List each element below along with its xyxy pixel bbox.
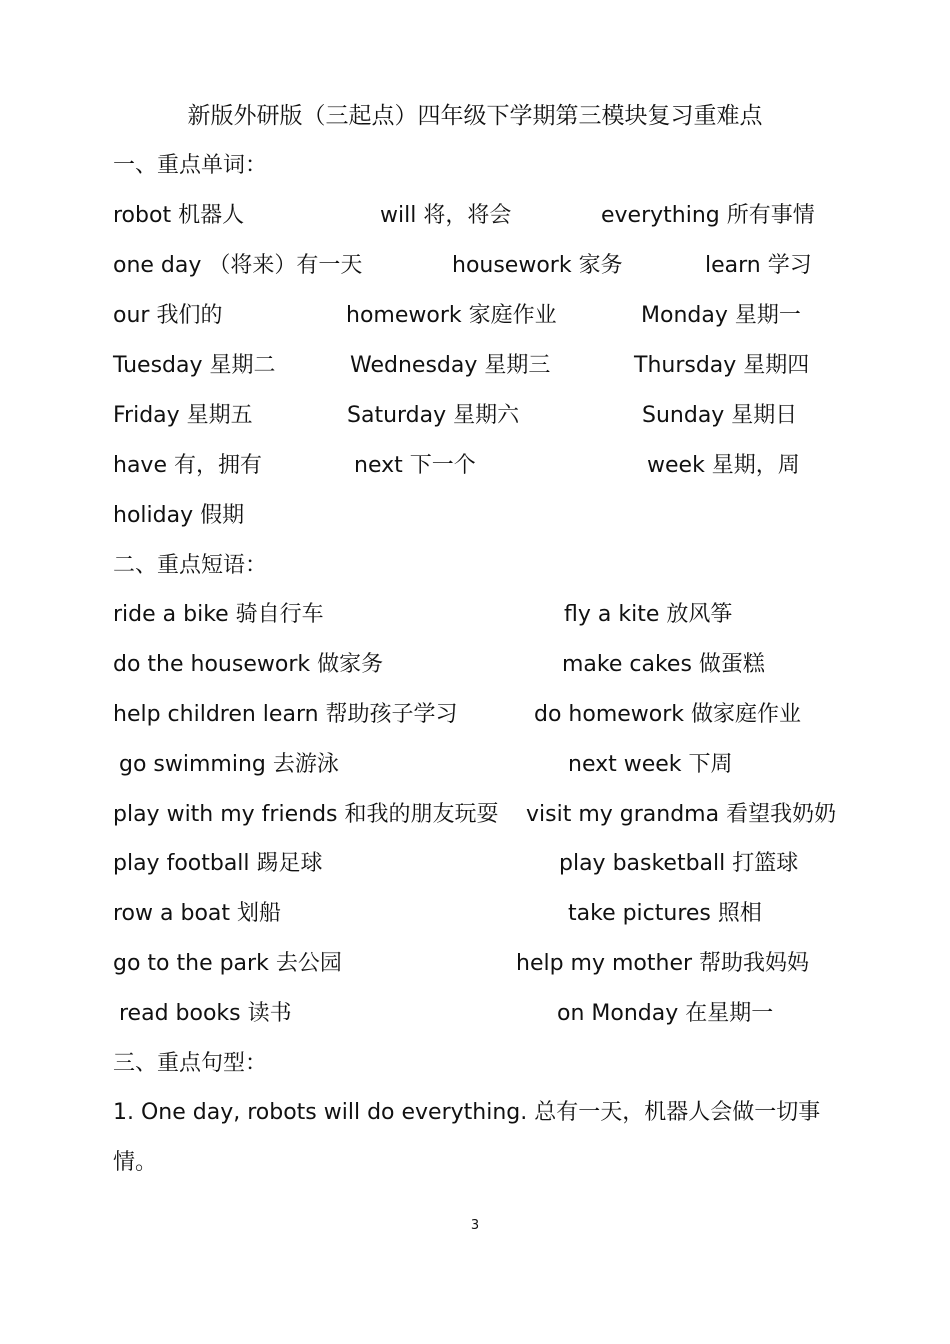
phrase-entry: play with my friends 和我的朋友玩耍	[113, 802, 499, 827]
phrase-row	[0, 645, 950, 685]
sentence-line: 1. One day, robots will do everything. 总有一天，机器人会做一切事	[113, 1100, 821, 1125]
phrase-row	[0, 745, 950, 785]
word-entry: learn 学习	[705, 253, 812, 278]
phrase-row	[0, 844, 950, 884]
phrase-entry: go to the park 去公园	[113, 951, 342, 976]
phrase-entry: read books 读书	[119, 1001, 292, 1026]
word-entry: Wednesday 星期三	[350, 353, 551, 378]
word-entry: Monday 星期一	[641, 303, 801, 328]
word-entry: Saturday 星期六	[347, 403, 520, 428]
page-number: 3	[470, 1218, 480, 1233]
word-row	[0, 346, 950, 386]
phrase-entry: play football 踢足球	[113, 851, 323, 876]
phrase-entry: make cakes 做蛋糕	[562, 652, 765, 677]
phrase-row	[0, 795, 950, 835]
word-row	[0, 246, 950, 286]
phrase-entry: do the housework 做家务	[113, 652, 384, 677]
phrase-entry: next week 下周	[568, 752, 733, 777]
word-entry: housework 家务	[452, 253, 623, 278]
word-row	[0, 396, 950, 436]
phrase-entry: take pictures 照相	[568, 901, 762, 926]
phrase-entry: help my mother 帮助我妈妈	[516, 951, 810, 976]
word-entry: will 将，将会	[380, 203, 512, 228]
word-entry: holiday 假期	[113, 503, 245, 528]
phrase-row	[0, 695, 950, 735]
phrase-row	[0, 894, 950, 934]
word-row	[0, 446, 950, 486]
word-entry: Friday 星期五	[113, 403, 253, 428]
phrase-entry: ride a bike 骑自行车	[113, 602, 324, 627]
phrase-entry: row a boat 划船	[113, 901, 282, 926]
phrase-entry: fly a kite 放风筝	[564, 602, 733, 627]
phrase-row	[0, 595, 950, 635]
word-entry: Tuesday 星期二	[113, 353, 276, 378]
section-heading-sentences: 三、重点句型：	[113, 1051, 268, 1076]
phrase-entry: play basketball 打篮球	[559, 851, 799, 876]
phrase-row	[0, 944, 950, 984]
word-row	[0, 296, 950, 336]
word-entry: robot 机器人	[113, 203, 245, 228]
section-heading-words: 一、重点单词：	[113, 153, 268, 178]
word-entry: homework 家庭作业	[346, 303, 557, 328]
sentence-line: 情。	[113, 1150, 158, 1175]
word-entry: next 下一个	[354, 453, 476, 478]
phrase-entry: do homework 做家庭作业	[534, 702, 802, 727]
word-entry: week 星期，周	[647, 453, 800, 478]
word-row	[0, 496, 950, 536]
phrase-entry: help children learn 帮助孩子学习	[113, 702, 458, 727]
word-entry: one day （将来）有一天	[113, 253, 363, 278]
section-heading-phrases: 二、重点短语：	[113, 553, 268, 578]
word-entry: have 有，拥有	[113, 453, 262, 478]
word-entry: everything 所有事情	[601, 203, 815, 228]
word-entry: our 我们的	[113, 303, 223, 328]
word-row	[0, 196, 950, 236]
document-title: 新版外研版（三起点）四年级下学期第三模块复习重难点	[187, 103, 763, 129]
phrase-entry: go swimming 去游泳	[119, 752, 339, 777]
word-entry: Sunday 星期日	[642, 403, 798, 428]
phrase-row	[0, 994, 950, 1034]
phrase-entry: visit my grandma 看望我奶奶	[526, 802, 837, 827]
phrase-entry: on Monday 在星期一	[557, 1001, 774, 1026]
word-entry: Thursday 星期四	[634, 353, 810, 378]
